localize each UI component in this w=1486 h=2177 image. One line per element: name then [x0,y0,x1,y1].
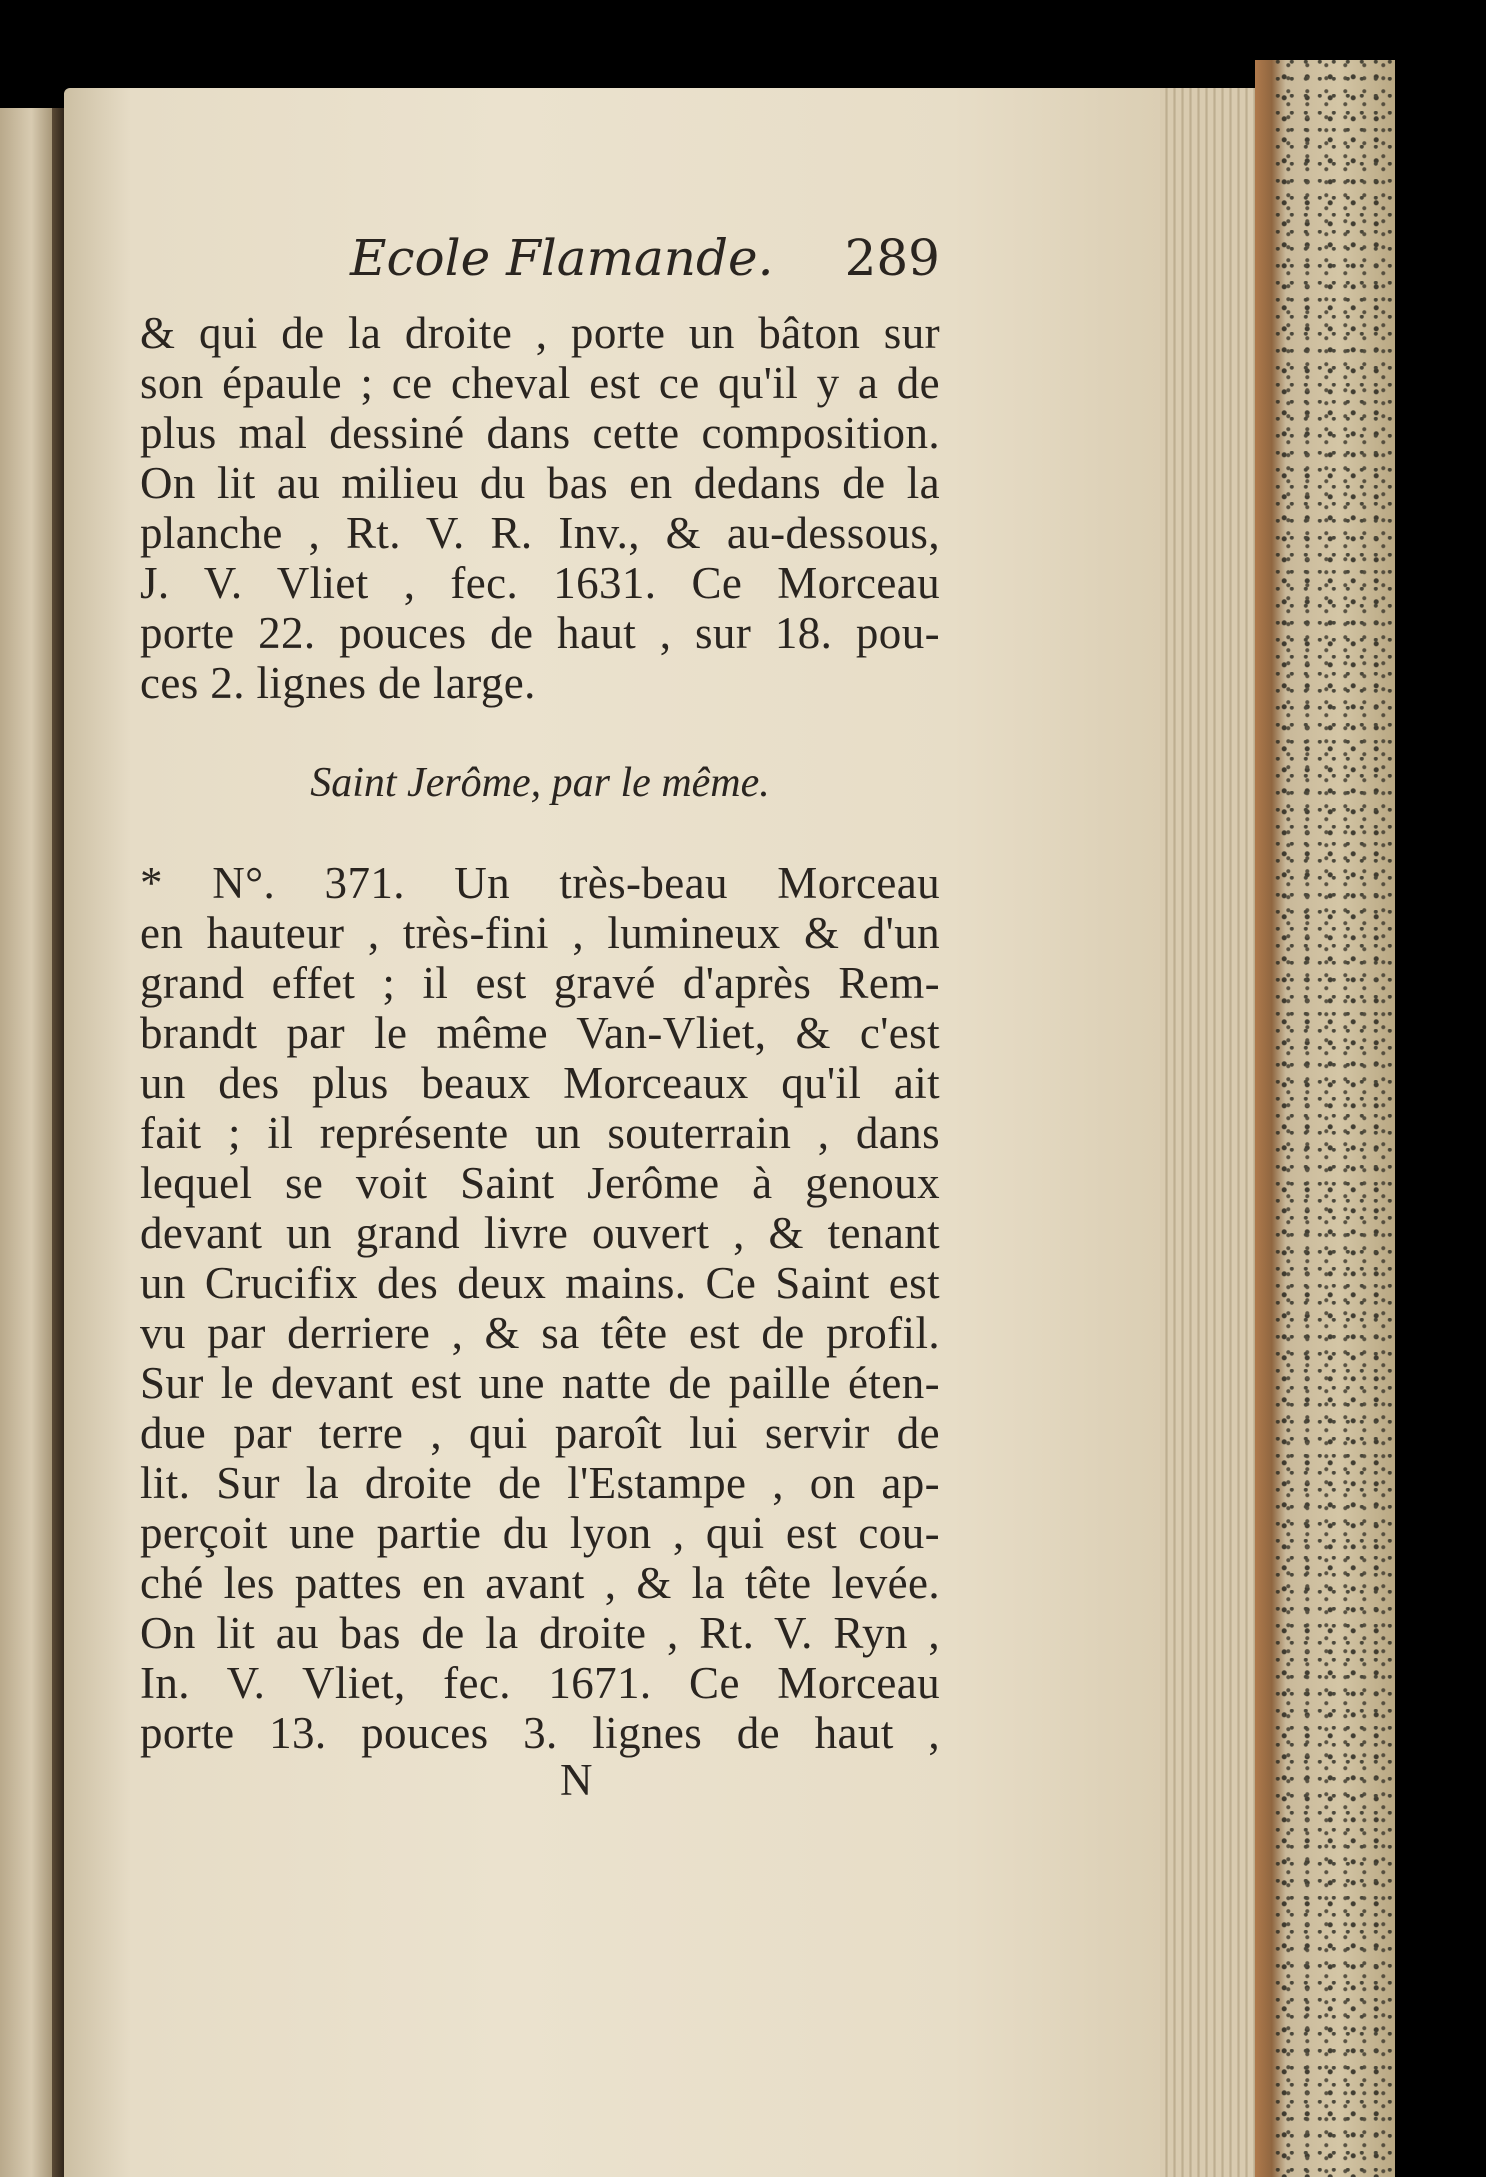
paragraph2-line: devant un grand livre ouvert , & tenant [140,1208,940,1258]
paragraph2-line: * N°. 371. Un très-beau Morceau [140,858,940,908]
paragraph2-line: In. V. Vliet, fec. 1671. Ce Morceau [140,1658,940,1708]
paragraph1-line: son épaule ; ce cheval est ce qu'il y a de [140,358,940,408]
paragraph2-line: un Crucifix des deux mains. Ce Saint est [140,1258,940,1308]
paragraph2-line: lequel se voit Saint Jerôme à genoux [140,1158,940,1208]
paragraph1-line: J. V. Vliet , fec. 1631. Ce Morceau [140,558,940,608]
paragraph2-line: un des plus beaux Morceaux qu'il ait [140,1058,940,1108]
paragraph2-line: due par terre , qui paroît lui servir de [140,1408,940,1458]
paragraph2-line: en hauteur , très-fini , lumineux & d'un [140,908,940,958]
paragraph2-line: porte 13. pouces 3. lignes de haut , [140,1708,940,1758]
paragraph2-line: brandt par le même Van-Vliet, & c'est [140,1008,940,1058]
page-number: 289 [844,229,940,287]
page-header [350,228,940,288]
paragraph1-line: planche , Rt. V. R. Inv., & au-dessous, [140,508,940,558]
paragraph2-line: fait ; il représente un souterrain , dans [140,1108,940,1158]
marbled-cover-pattern [1275,60,1395,2177]
paragraph1-line: plus mal dessiné dans cette composition. [140,408,940,458]
paragraph2-line: grand effet ; il est gravé d'après Rem- [140,958,940,1008]
paragraph1-line: ces 2. lignes de large. [140,658,536,708]
paragraph2-line: Sur le devant est une natte de paille éten- [140,1358,940,1408]
paragraph2-line: On lit au bas de la droite , Rt. V. Ryn , [140,1608,940,1658]
paragraph2-line: ché les pattes en avant , & la tête levée. [140,1558,940,1608]
page-fore-edges [1160,88,1260,2177]
background-shadow [1395,60,1486,2177]
signature-mark: N [560,1755,593,1805]
paragraph1-line: porte 22. pouces de haut , sur 18. pou- [140,608,940,658]
paragraph2-line: perçoit une partie du lyon , qui est cou- [140,1508,940,1558]
running-head: Ecole Flamande. [350,229,774,287]
paragraph2-line: lit. Sur la droite de l'Estampe , on ap- [140,1458,940,1508]
paragraph2-line: vu par derriere , & sa tête est de profil. [140,1308,940,1358]
paragraph1-line: & qui de la droite , porte un bâton sur [140,308,940,358]
paragraph1-line: On lit au milieu du bas en dedans de la [140,458,940,508]
section-subheading: Saint Jerôme, par le même. [310,760,770,806]
facing-page-edge [0,108,52,2177]
